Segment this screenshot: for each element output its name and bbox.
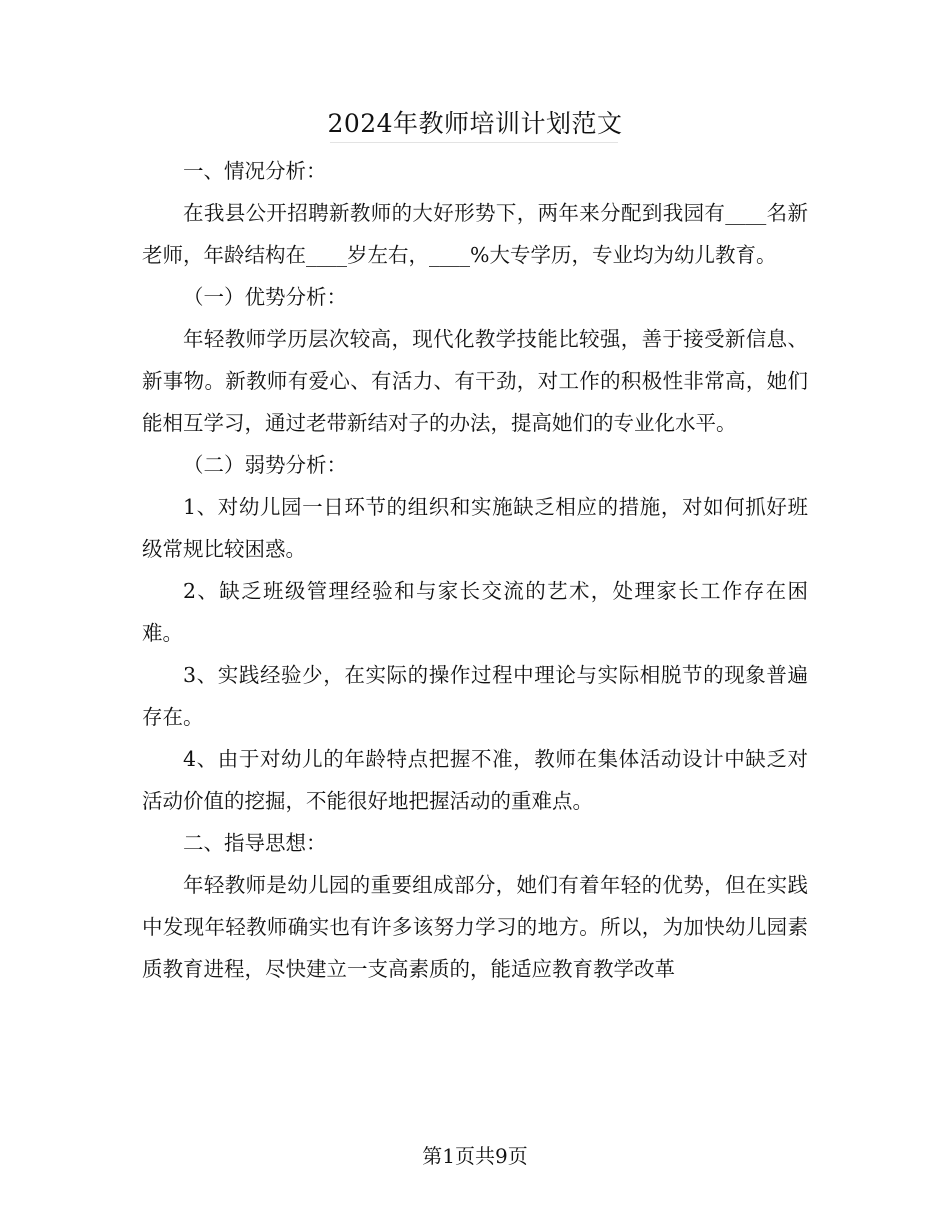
- subheading-weaknesses: （二）弱势分析：: [183, 453, 347, 477]
- document-title: 2024年教师培训计划范文: [327, 109, 623, 138]
- section-heading-situation: 一、情况分析：: [183, 159, 327, 183]
- list-item-weakness-4: 4、由于对幼儿的年龄特点把握不准，教师在集体活动设计中缺乏对活动价值的挖掘，不能很好地把握活动的重难点。: [142, 747, 808, 813]
- subheading-strengths: （一）优势分析：: [183, 285, 347, 309]
- list-item-weakness-1: 1、对幼儿园一日环节的组织和实施缺乏相应的措施，对如何抓好班级常规比较困惑。: [142, 495, 808, 561]
- paragraph-guiding-ideas: 年轻教师是幼儿园的重要组成部分，她们有着年轻的优势，但在实践中发现年轻教师确实也有许多该努力学习的地方。所以，为加快幼儿园素质教育进程，尽快建立一支高素质的，能适应教育教学改革: [142, 873, 808, 981]
- list-item-weakness-2: 2、缺乏班级管理经验和与家长交流的艺术，处理家长工作存在困难。: [142, 579, 808, 645]
- title-underline: [330, 142, 618, 143]
- paragraph-intro: 在我县公开招聘新教师的大好形势下，两年来分配到我园有____名新老师，年龄结构在____岁左右，____%大专学历，专业均为幼儿教育。: [142, 201, 808, 267]
- paragraph-strengths: 年轻教师学历层次较高，现代化教学技能比较强，善于接受新信息、新事物。新教师有爱心、有活力、有干劲，对工作的积极性非常高，她们能相互学习，通过老带新结对子的办法，提高她们的专业化水平。: [142, 327, 808, 435]
- page-number-footer: 第1页共9页: [422, 1144, 528, 1168]
- section-heading-guiding-ideas: 二、指导思想：: [183, 831, 327, 855]
- list-item-weakness-3: 3、实践经验少，在实际的操作过程中理论与实际相脱节的现象普遍存在。: [142, 663, 808, 729]
- document-body: [142, 150, 808, 990]
